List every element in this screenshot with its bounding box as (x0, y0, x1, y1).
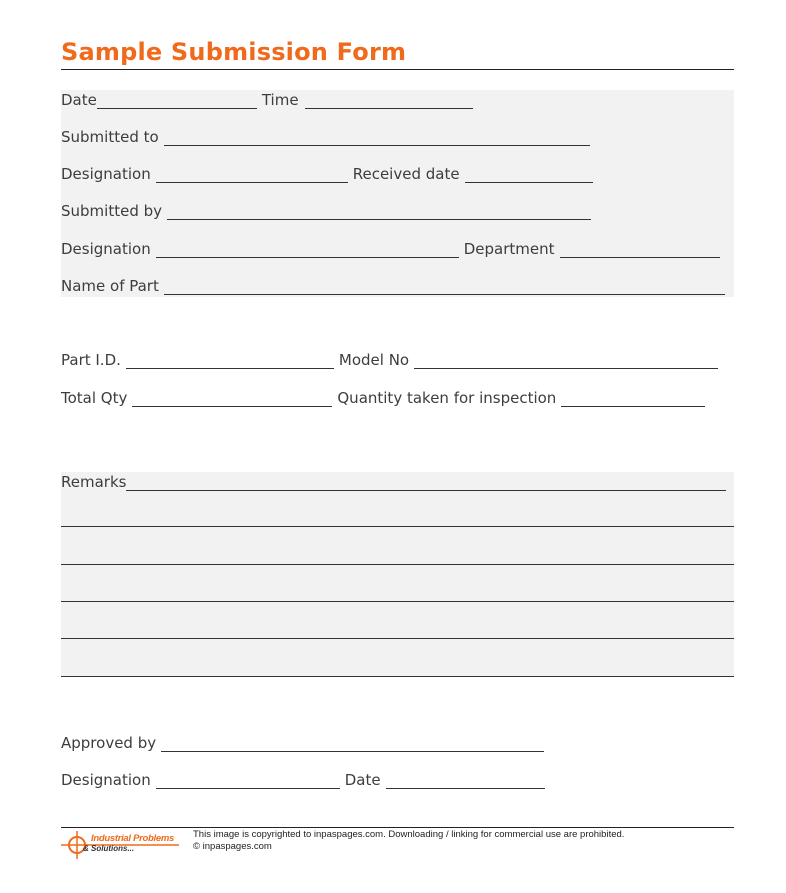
row-submitted-to (61, 126, 590, 146)
remarks-field[interactable] (126, 490, 726, 491)
submitted-to-field[interactable] (164, 145, 590, 146)
remarks-line[interactable] (61, 526, 734, 527)
row-submitted-by (61, 200, 591, 220)
designation-label: Designation (61, 771, 151, 789)
designation-label: Designation (61, 240, 151, 258)
footer-divider (61, 827, 734, 828)
qty-inspection-label: Quantity taken for inspection (337, 389, 557, 407)
designation-field[interactable] (156, 257, 459, 258)
copyright-line: This image is copyrighted to inpaspages.com. Downloading / linking for commercial use are prohibited. (193, 829, 625, 840)
approved-by-label: Approved by (61, 734, 157, 752)
department-label: Department (463, 240, 555, 258)
copyright-line: © inpaspages.com (193, 841, 272, 852)
remarks-line[interactable] (61, 564, 734, 565)
copyright-notice (193, 829, 624, 853)
part-id-label: Part I.D. (61, 351, 121, 369)
part-id-field[interactable] (126, 368, 334, 369)
total-qty-field[interactable] (132, 406, 332, 407)
designation-field[interactable] (156, 182, 348, 183)
remarks-band (61, 472, 734, 677)
row-approved-by (61, 732, 544, 752)
designation-label: Designation (61, 165, 151, 183)
row-name-of-part (61, 275, 725, 295)
row-date-time (61, 89, 473, 109)
date-field[interactable] (97, 108, 257, 109)
title-divider (61, 69, 734, 70)
row-part-model (61, 349, 718, 369)
time-field[interactable] (305, 108, 473, 109)
submitted-by-field[interactable] (167, 219, 591, 220)
designation-field[interactable] (156, 788, 340, 789)
qty-inspection-field[interactable] (561, 406, 705, 407)
date-label: Date (344, 771, 381, 789)
remarks-line[interactable] (61, 601, 734, 602)
logo-text-line1: Industrial Problems (91, 833, 174, 844)
row-remarks (61, 471, 726, 491)
model-no-label: Model No (338, 351, 410, 369)
date-field[interactable] (386, 788, 545, 789)
form-title: Sample Submission Form (61, 38, 407, 66)
department-field[interactable] (560, 257, 720, 258)
row-designation-date (61, 769, 545, 789)
row-qty (61, 387, 705, 407)
row-designation-department (61, 238, 720, 258)
time-label: Time (261, 91, 299, 109)
remarks-line[interactable] (61, 638, 734, 639)
model-no-field[interactable] (414, 368, 718, 369)
received-date-label: Received date (352, 165, 460, 183)
approved-by-field[interactable] (161, 751, 544, 752)
name-of-part-label: Name of Part (61, 277, 159, 295)
total-qty-label: Total Qty (61, 389, 128, 407)
date-label: Date (61, 91, 97, 109)
remarks-line[interactable] (61, 676, 734, 677)
received-date-field[interactable] (465, 182, 593, 183)
remarks-label: Remarks (61, 473, 127, 491)
row-designation-received (61, 163, 593, 183)
company-logo (61, 830, 183, 860)
submitted-by-label: Submitted by (61, 202, 163, 220)
submitted-to-label: Submitted to (61, 128, 159, 146)
name-of-part-field[interactable] (164, 294, 725, 295)
header-fields-band (61, 90, 734, 297)
logo-text-line2: & Solutions... (83, 844, 135, 853)
